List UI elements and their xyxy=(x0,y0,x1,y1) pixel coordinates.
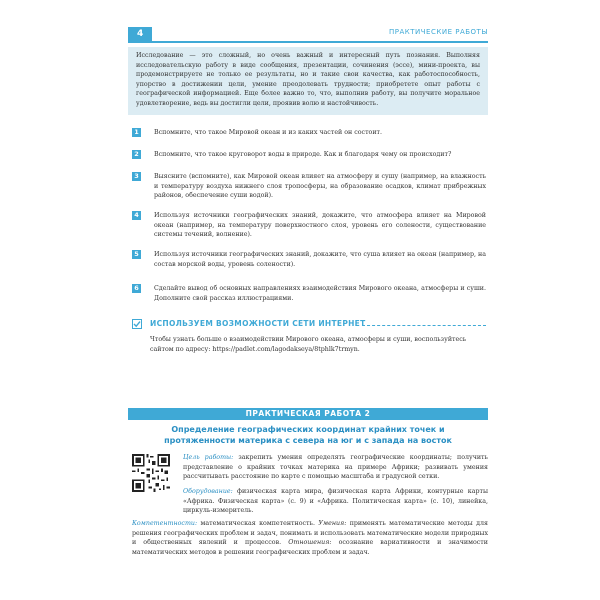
task-text: Выясните (вспомните), как Мировой океан влияет на атмосферу и сушу (например, на влажность и температуру воздуха нижнего слоя тропосферы, на образование осадков, климат прибрежных районов, обеспечение суши водой). xyxy=(154,173,486,200)
dashed-divider xyxy=(362,325,486,326)
intro-box: Исследование — это сложный, но очень важный и интересный путь познания. Выполняя исследовательскую работу в виде сообщения, презентации, сочинения (эссе), мини-проекта, вы продемонстрируете не только ее результаты, но и такие свои качества, как работоспособность, упорство в достижении цели, умение преодолевать трудности; приобретете опыт работы с географической информацией. Еще более важно то, что, выполнив работу, вы получите моральное удовлетворение, ведь вы достигли цели, проявив волю и настойчивость. xyxy=(128,47,488,115)
checkbox-icon xyxy=(132,319,142,329)
qr-code-icon xyxy=(132,454,170,492)
internet-text: Чтобы узнать больше о взаимодействии Мирового океана, атмосферы и суши, воспользуйтесь сайтом по адресу: https://padlet.com/lagodakseya/8tphlk7trmyn. xyxy=(150,336,467,353)
goal-block xyxy=(183,453,488,482)
task-number: 1 xyxy=(132,128,141,137)
equipment-label: Оборудование: xyxy=(183,488,233,495)
goal-text: закрепить умения определять географические координаты; получить представление о крайних точках материка на примере Африки; развивать умения рассчитывать расстояние по карте с помощью масштаба и градусной сетки. xyxy=(183,454,488,481)
task-number: 5 xyxy=(132,250,141,259)
goal-label: Цель работы: xyxy=(183,454,234,461)
equipment-text: физическая карта мира, физическая карта Африки, контурные карты «Африка. Физическая карта» (с. 9) и «Африка. Политическая карта» (с. 10), линейка, циркуль-измеритель. xyxy=(183,488,488,515)
task-item xyxy=(132,128,486,138)
practical-work-title: Определение географических координат крайних точек и протяженности материка с севера на юг и с запада на восток xyxy=(164,425,452,445)
task-text: Вспомните, что такое круговорот воды в природе. Как и благодаря чему он происходит? xyxy=(154,151,452,158)
internet-heading xyxy=(132,319,486,331)
page-number: 4 xyxy=(128,27,152,41)
task-item xyxy=(132,150,486,160)
task-text: Вспомните, что такое Мировой океан и из каких частей он состоит. xyxy=(154,129,383,136)
task-number: 6 xyxy=(132,284,141,293)
task-number: 2 xyxy=(132,150,141,159)
attitude-text: осознание вариативности и значимости математических методов в решении географических проблем и задач. xyxy=(132,539,488,556)
practical-work-bar: ПРАКТИЧЕСКАЯ РАБОТА 2 xyxy=(128,408,488,420)
competence-text: математическая компетентность. xyxy=(200,520,315,527)
competence-block xyxy=(132,519,488,557)
section-title: ПРАКТИЧЕСКИЕ РАБОТЫ xyxy=(389,28,488,36)
task-text: Используя источники географических знаний, докажите, что атмосфера влияет на Мировой океан (например, на температуру поверхностного слоя, уровень его солености, существование системы течений, волнение). xyxy=(154,212,486,239)
equipment-block xyxy=(183,487,488,516)
task-item xyxy=(132,250,486,269)
task-item xyxy=(132,284,486,303)
task-text: Используя источники географических знаний, докажите, что суша влияет на океан (например, на состав морской воды, уровень солености). xyxy=(154,251,486,268)
task-item xyxy=(132,211,486,240)
task-number: 4 xyxy=(132,211,141,220)
attitude-label: Отношения: xyxy=(288,539,332,547)
skills-text: применять математические методы для решения географических проблем и задач, понимать и использовать математические модели природных и общественных явлений и процессов. xyxy=(132,520,488,547)
internet-heading-label: ИСПОЛЬЗУЕМ ВОЗМОЖНОСТИ СЕТИ ИНТЕРНЕТ xyxy=(150,319,366,328)
skills-label: Умения: xyxy=(318,520,347,527)
competence-label: Компетентности: xyxy=(132,520,198,527)
task-number: 3 xyxy=(132,172,141,181)
task-text: Сделайте вывод об основных направлениях взаимодействия Мирового океана, атмосферы и суши. Дополните свой рассказ иллюстрациями. xyxy=(154,285,486,302)
page-header xyxy=(128,27,488,43)
task-item xyxy=(132,172,486,201)
